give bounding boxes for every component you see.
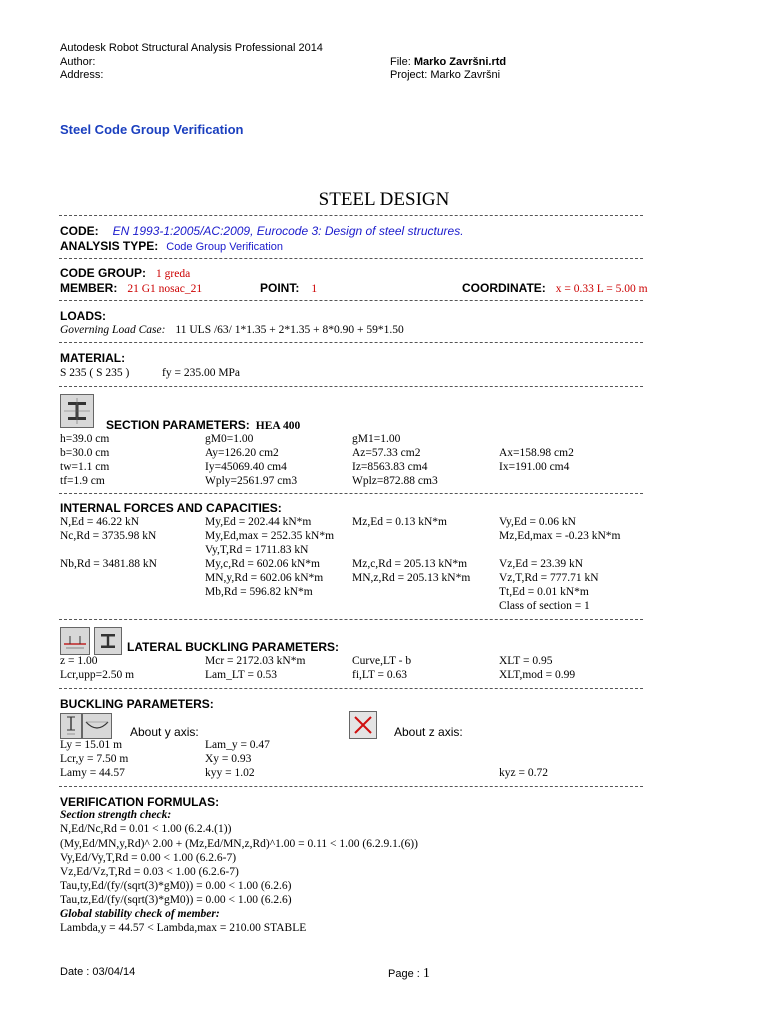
formula-line: Vz,Ed/Vz,T,Rd = 0.03 < 1.00 (6.2.6-7) bbox=[60, 866, 239, 878]
section-cell: Wply=2561.97 cm3 bbox=[205, 475, 298, 487]
separator bbox=[59, 619, 643, 620]
separator bbox=[59, 342, 643, 343]
forces-cell: Nc,Rd = 3735.98 kN bbox=[60, 530, 157, 542]
forces-cell: Class of section = 1 bbox=[499, 600, 590, 612]
lateral-cell: fi,LT = 0.63 bbox=[352, 669, 408, 681]
lateral-cell: Curve,LT - b bbox=[352, 655, 412, 667]
forces-cell: Mz,Ed = 0.13 kN*m bbox=[352, 516, 447, 528]
i-beam-icon bbox=[61, 395, 93, 427]
beam-supports-icon bbox=[61, 628, 89, 654]
about-y-axis: About y axis: bbox=[130, 725, 199, 739]
separator bbox=[59, 786, 643, 787]
material-label: MATERIAL: bbox=[60, 351, 126, 365]
separator bbox=[59, 493, 643, 494]
code-label: CODE: bbox=[60, 224, 99, 238]
deflection-curve-icon bbox=[83, 714, 111, 738]
main-title: STEEL DESIGN bbox=[318, 189, 450, 210]
buckling-cell: Ly = 15.01 m bbox=[60, 739, 123, 751]
section-cell: tw=1.1 cm bbox=[60, 461, 110, 473]
section-cell: tf=1.9 cm bbox=[60, 475, 105, 487]
forces-cell: Nb,Rd = 3481.88 kN bbox=[60, 558, 157, 570]
point-label: POINT: bbox=[260, 281, 300, 295]
code-group-value: 1 greda bbox=[156, 268, 191, 280]
forces-cell: Mb,Rd = 596.82 kN*m bbox=[205, 586, 313, 598]
buckling-cell: Xy = 0.93 bbox=[205, 753, 252, 765]
separator bbox=[59, 215, 643, 216]
section-cell: gM0=1.00 bbox=[205, 433, 254, 445]
buckling-cell: kyz = 0.72 bbox=[499, 767, 548, 779]
section-cell: Iy=45069.40 cm4 bbox=[205, 461, 287, 473]
stability-check-label: Global stability check of member: bbox=[60, 908, 220, 920]
forces-cell: My,c,Rd = 602.06 kN*m bbox=[205, 558, 320, 570]
project-info bbox=[390, 69, 500, 82]
forces-cell: MN,z,Rd = 205.13 kN*m bbox=[352, 572, 471, 584]
author-label: Author: bbox=[60, 56, 96, 68]
stability-line: Lambda,y = 44.57 < Lambda,max = 210.00 STABLE bbox=[60, 922, 307, 934]
forces-cell: My,Ed,max = 252.35 kN*m bbox=[205, 530, 335, 542]
forces-cell: Mz,c,Rd = 205.13 kN*m bbox=[352, 558, 468, 570]
i-beam-icon bbox=[95, 628, 121, 654]
separator bbox=[59, 258, 643, 259]
lateral-section-icon bbox=[94, 627, 122, 655]
forces-cell: Tt,Ed = 0.01 kN*m bbox=[499, 586, 589, 598]
page-label: Page : bbox=[388, 968, 423, 980]
column-icon bbox=[61, 714, 81, 738]
lateral-label: LATERAL BUCKLING PARAMETERS: bbox=[127, 640, 339, 654]
buckling-y-section-icon bbox=[60, 713, 82, 739]
section-profile-icon bbox=[60, 394, 94, 428]
forces-cell: My,Ed = 202.44 kN*m bbox=[205, 516, 312, 528]
buckling-z-icon bbox=[349, 711, 377, 739]
point-value: 1 bbox=[311, 283, 318, 295]
section-cell: Wplz=872.88 cm3 bbox=[352, 475, 438, 487]
section-cell: h=39.0 cm bbox=[60, 433, 110, 445]
forces-cell: Vy,Ed = 0.06 kN bbox=[499, 516, 576, 528]
section-cell: Az=57.33 cm2 bbox=[352, 447, 421, 459]
project-label: Project: bbox=[390, 69, 431, 81]
lateral-cell: z = 1.00 bbox=[60, 655, 98, 667]
section-cell: Ax=158.98 cm2 bbox=[499, 447, 574, 459]
formula-line: N,Ed/Nc,Rd = 0.01 < 1.00 (6.2.4.(1)) bbox=[60, 823, 232, 835]
section-cell: b=30.0 cm bbox=[60, 447, 110, 459]
separator bbox=[59, 300, 643, 301]
point-line bbox=[260, 281, 317, 297]
lateral-cell: XLT,mod = 0.99 bbox=[499, 669, 576, 681]
material-grade: S 235 ( S 235 ) bbox=[60, 367, 130, 379]
lateral-support-icon bbox=[60, 627, 90, 655]
formula-line: (My,Ed/MN,y,Rd)^ 2.00 + (Mz,Ed/MN,z,Rd)^1.00 = 0.11 < 1.00 (6.2.9.1.(6)) bbox=[60, 838, 418, 850]
project-name: Marko Završni bbox=[430, 69, 501, 81]
forces-label: INTERNAL FORCES AND CAPACITIES: bbox=[60, 501, 282, 515]
buckling-label: BUCKLING PARAMETERS: bbox=[60, 697, 214, 711]
buckling-cell: Lcr,y = 7.50 m bbox=[60, 753, 129, 765]
member-label: MEMBER: bbox=[60, 281, 118, 295]
footer-page bbox=[388, 966, 430, 983]
forces-cell: Mz,Ed,max = -0.23 kN*m bbox=[499, 530, 621, 542]
code-group-line bbox=[60, 266, 190, 282]
analysis-value: Code Group Verification bbox=[166, 241, 284, 253]
forces-cell: Vz,Ed = 23.39 kN bbox=[499, 558, 584, 570]
buckling-y-curve-icon bbox=[82, 713, 112, 739]
page-number: 1 bbox=[422, 966, 430, 981]
analysis-label: ANALYSIS TYPE: bbox=[60, 239, 159, 253]
load-case-line bbox=[60, 324, 404, 338]
formula-line: Tau,tz,Ed/(fy/(sqrt(3)*gM0)) = 0.00 < 1.00 (6.2.6) bbox=[60, 894, 292, 906]
loads-label: LOADS: bbox=[60, 309, 106, 323]
section-cell: Ay=126.20 cm2 bbox=[205, 447, 279, 459]
load-case-label: Governing Load Case: bbox=[60, 324, 166, 336]
verification-label: VERIFICATION FORMULAS: bbox=[60, 795, 220, 809]
cross-icon bbox=[350, 712, 376, 738]
material-fy: fy = 235.00 MPa bbox=[162, 367, 241, 379]
lateral-cell: Lcr,upp=2.50 m bbox=[60, 669, 135, 681]
buckling-cell: Lamy = 44.57 bbox=[60, 767, 125, 779]
file-label: File: bbox=[390, 56, 414, 68]
address-label: Address: bbox=[60, 69, 104, 81]
code-group-label: CODE GROUP: bbox=[60, 266, 147, 280]
report-title: Steel Code Group Verification bbox=[60, 122, 244, 137]
forces-cell: Vy,T,Rd = 1711.83 kN bbox=[205, 544, 309, 556]
section-cell: gM1=1.00 bbox=[352, 433, 401, 445]
section-cell: Ix=191.00 cm4 bbox=[499, 461, 570, 473]
buckling-cell: Lam_y = 0.47 bbox=[205, 739, 270, 751]
section-profile: HEA 400 bbox=[255, 420, 301, 432]
coordinate-value: x = 0.33 L = 5.00 m bbox=[555, 283, 648, 295]
lateral-cell: Mcr = 2172.03 kN*m bbox=[205, 655, 306, 667]
code-line bbox=[60, 224, 464, 240]
formula-line: Vy,Ed/Vy,T,Rd = 0.00 < 1.00 (6.2.6-7) bbox=[60, 852, 237, 864]
section-cell: Iz=8563.83 cm4 bbox=[352, 461, 428, 473]
load-case-value: 11 ULS /63/ 1*1.35 + 2*1.35 + 8*0.90 + 59*1.50 bbox=[175, 324, 404, 336]
file-name: Marko Završni.rtd bbox=[413, 56, 507, 68]
coordinate-label: COORDINATE: bbox=[462, 281, 546, 295]
forces-cell: MN,y,Rd = 602.06 kN*m bbox=[205, 572, 324, 584]
lateral-cell: Lam_LT = 0.53 bbox=[205, 669, 277, 681]
formula-line: Tau,ty,Ed/(fy/(sqrt(3)*gM0)) = 0.00 < 1.00 (6.2.6) bbox=[60, 880, 292, 892]
lateral-cell: XLT = 0.95 bbox=[499, 655, 553, 667]
app-name: Autodesk Robot Structural Analysis Professional 2014 bbox=[60, 42, 323, 54]
buckling-cell: kyy = 1.02 bbox=[205, 767, 255, 779]
footer-date: Date : 03/04/14 bbox=[60, 966, 136, 978]
about-z-axis: About z axis: bbox=[394, 725, 463, 739]
separator bbox=[59, 688, 643, 689]
member-value: 21 G1 nosac_21 bbox=[127, 283, 203, 295]
section-label: SECTION PARAMETERS: bbox=[106, 418, 250, 432]
member-line bbox=[60, 281, 202, 297]
code-value: EN 1993-1:2005/AC:2009, Eurocode 3: Design of steel structures. bbox=[112, 224, 464, 238]
file-info bbox=[390, 56, 506, 69]
section-heading bbox=[106, 418, 300, 434]
forces-cell: N,Ed = 46.22 kN bbox=[60, 516, 139, 528]
coordinate-line bbox=[462, 281, 648, 297]
separator bbox=[59, 386, 643, 387]
analysis-line bbox=[60, 239, 283, 255]
forces-cell: Vz,T,Rd = 777.71 kN bbox=[499, 572, 599, 584]
strength-check-label: Section strength check: bbox=[60, 809, 172, 821]
